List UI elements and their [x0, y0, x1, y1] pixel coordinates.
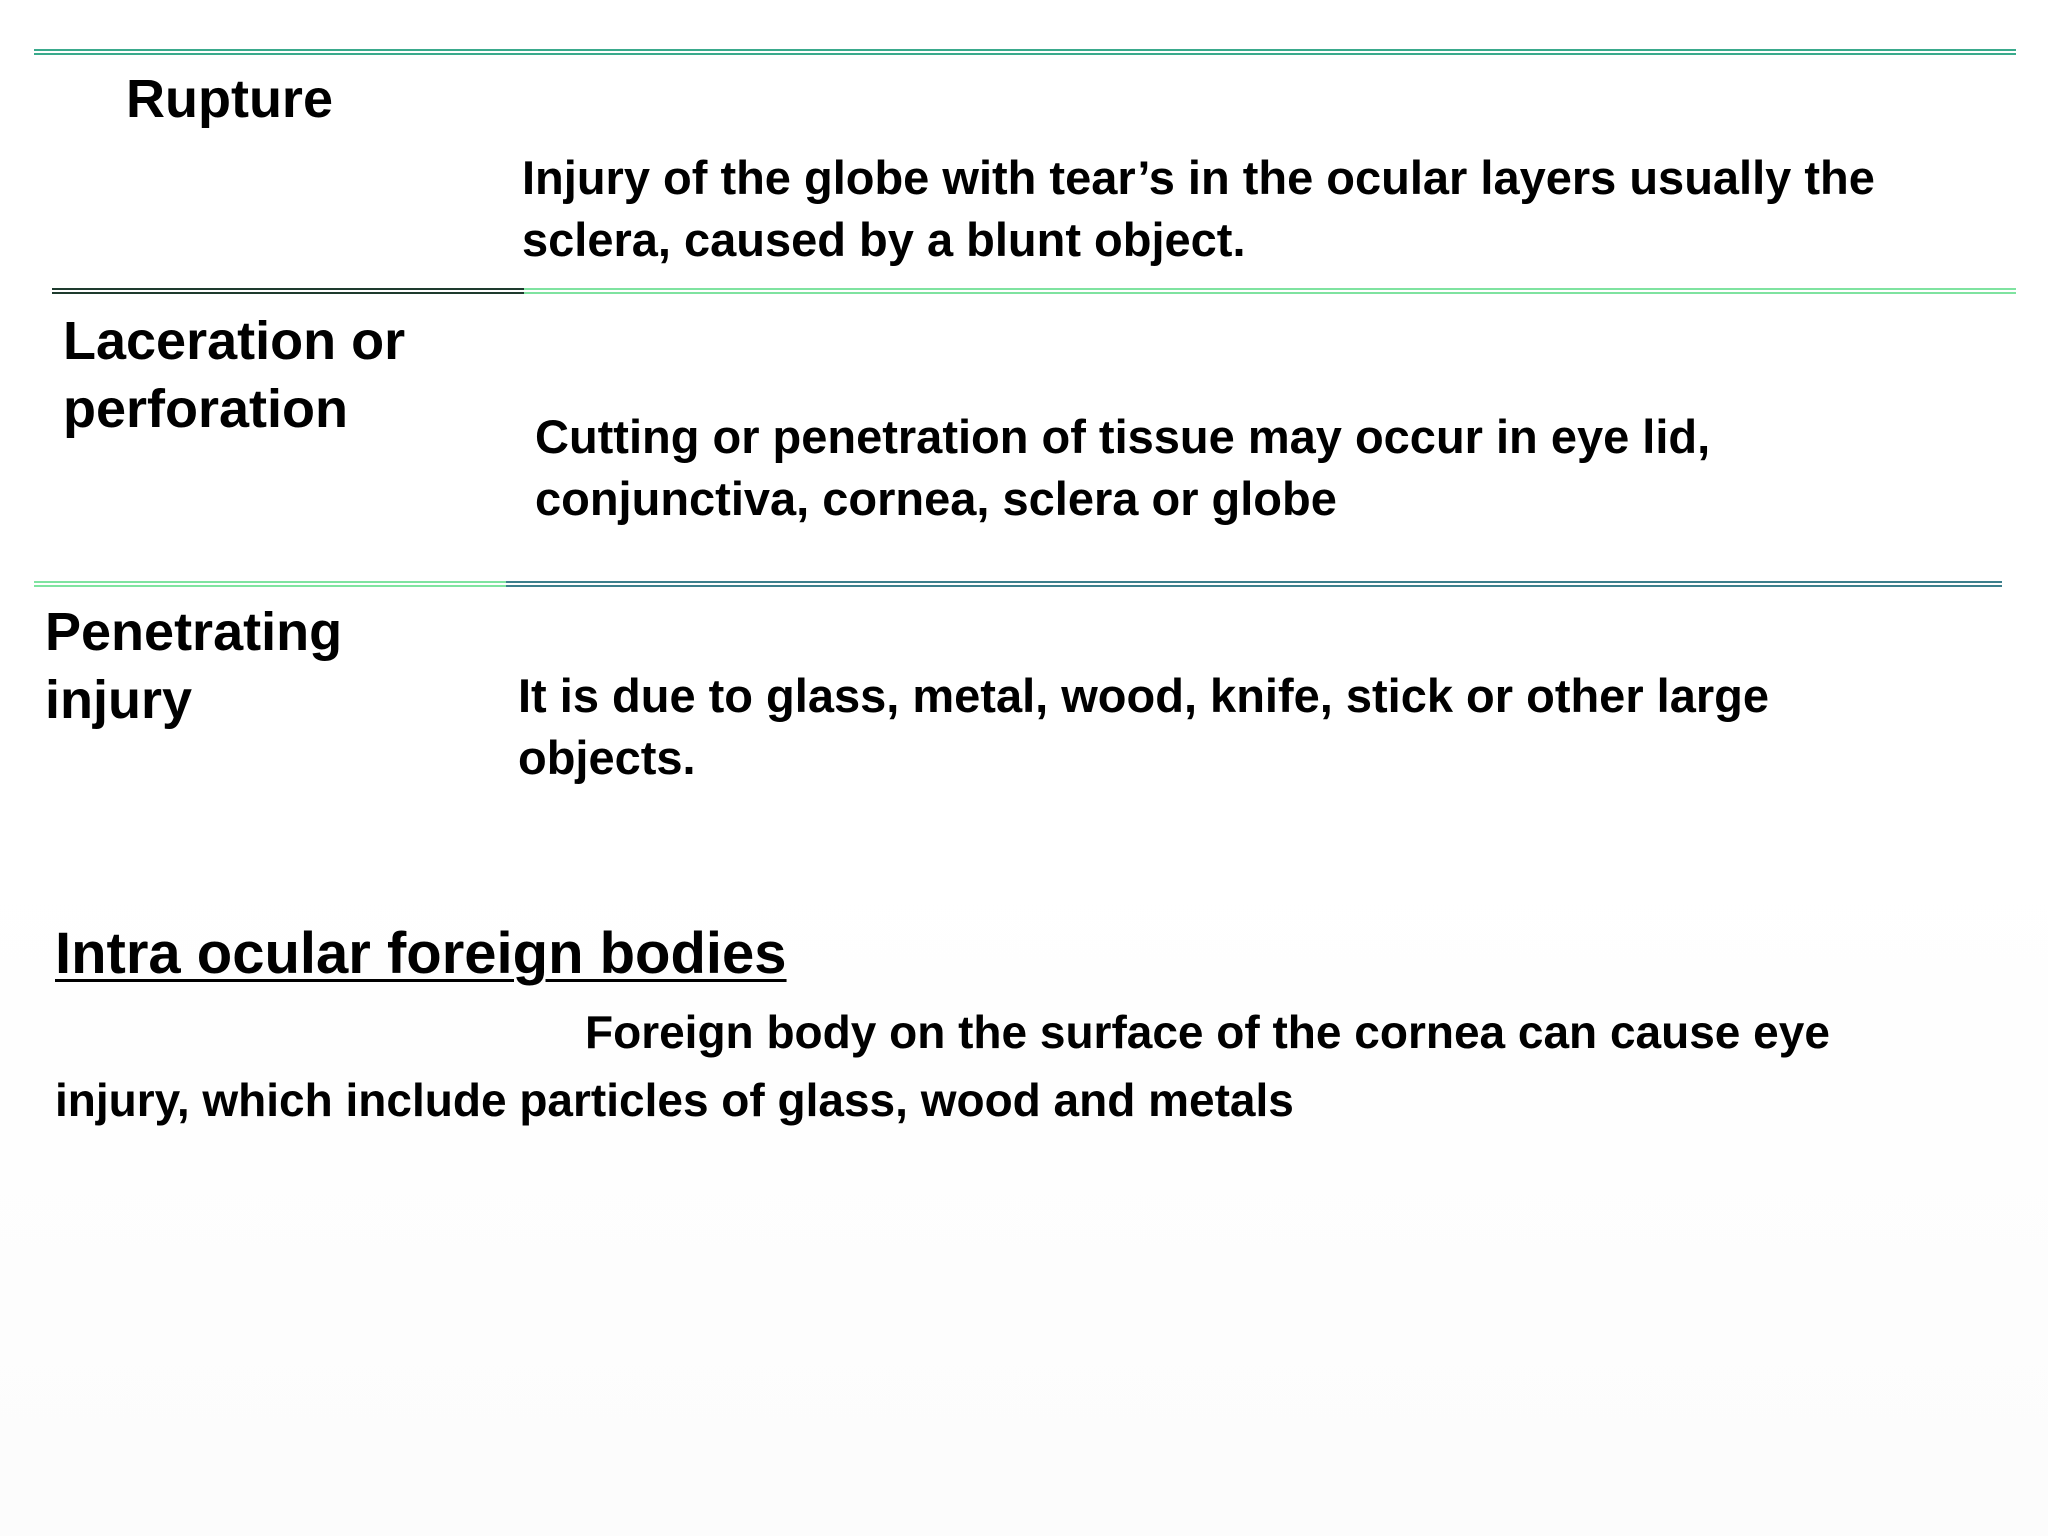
divider-laceration-left: [34, 581, 506, 587]
definition-penetrating-injury: It is due to glass, metal, wood, knife, stick or other large objects.: [518, 669, 1770, 784]
section-body: Foreign body on the surface of the cornea can cause eye injury, which include particles of glass, wood and metals: [55, 1006, 1830, 1126]
term-penetrating-injury: Penetrating injury: [45, 602, 343, 730]
divider-laceration-right: [506, 581, 2002, 587]
divider-rupture-right: [524, 288, 2016, 294]
section-heading: Intra ocular foreign bodies: [55, 921, 787, 986]
top-rule: [34, 49, 2016, 55]
divider-rupture-left: [52, 288, 524, 294]
term-rupture: Rupture: [126, 69, 333, 129]
definition-rupture: Injury of the globe with tear’s in the ocular layers usually the sclera, caused by a blunt object.: [522, 151, 1875, 266]
term-laceration: Laceration or perforation: [63, 311, 406, 439]
definition-laceration: Cutting or penetration of tissue may occur in eye lid, conjunctiva, cornea, sclera or globe: [535, 410, 1711, 525]
